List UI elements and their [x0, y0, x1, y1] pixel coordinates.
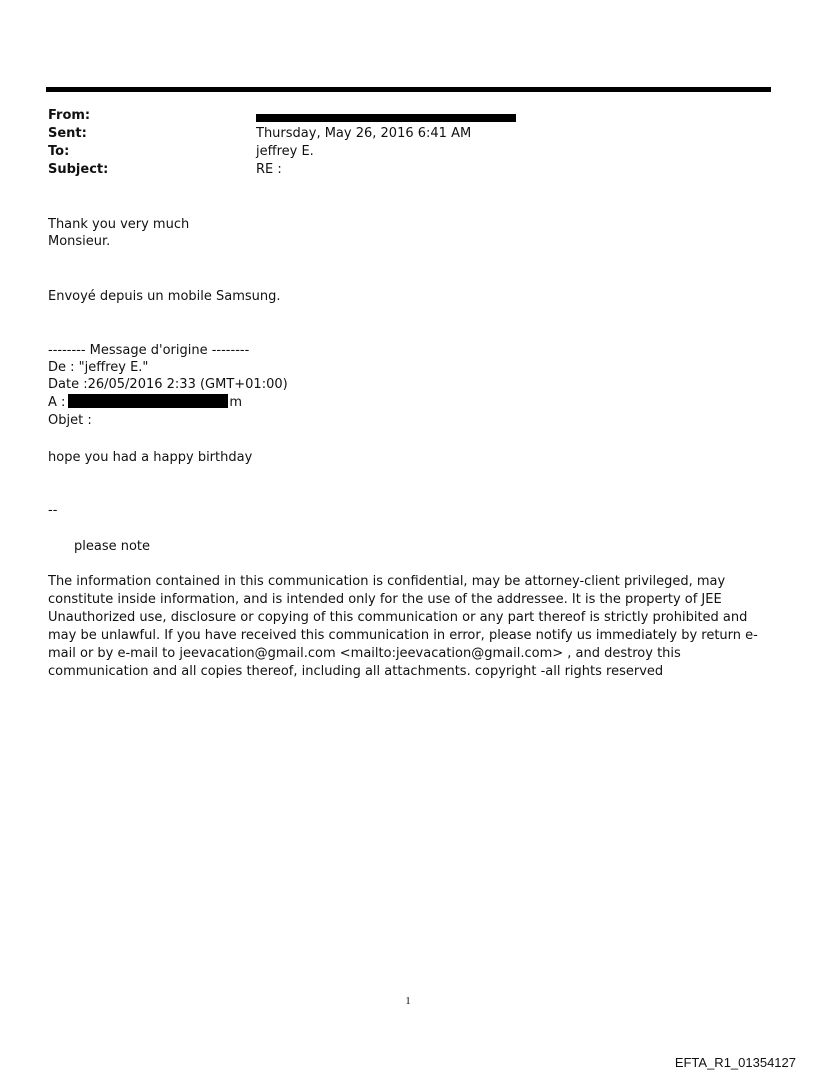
original-subject: Objet :: [48, 413, 92, 428]
subject-label: Subject:: [48, 162, 109, 177]
to-value: jeffrey E.: [256, 144, 314, 159]
sent-row: [48, 125, 748, 143]
to-row: [48, 143, 748, 161]
confidentiality-disclaimer: The information contained in this communication is confidential, may be attorney-client privileged, may constitute inside information, and is intended only for the use of the addressee. It is the property of JEE Unauthorized use, disclosure or copying of this communication or any part thereof is strictly prohibited and may be unlawful. If you have received this communication in error, please notify us immediately by return e-mail or by e-mail to jeevacation@gmail.com <mailto:jeevacation@gmail.com> , and destroy this communication and all copies thereof, including all attachments. copyright -all rights reserved: [48, 574, 758, 679]
header-divider: [46, 87, 771, 92]
original-message-divider: -------- Message d'origine --------: [48, 343, 250, 358]
reply-line-2: Monsieur.: [48, 234, 111, 249]
document-id: EFTA_R1_01354127: [674, 1055, 796, 1070]
original-body: hope you had a happy birthday: [48, 450, 253, 465]
original-to: [48, 394, 242, 411]
sent-value: Thursday, May 26, 2016 6:41 AM: [256, 126, 472, 141]
original-date: Date :26/05/2016 2:33 (GMT+01:00): [48, 377, 288, 392]
to-label: To:: [48, 144, 70, 159]
from-row: [48, 107, 748, 125]
from-label: From:: [48, 108, 91, 123]
original-from: De : "jeffrey E.": [48, 360, 149, 375]
sent-label: Sent:: [48, 126, 87, 141]
original-to-label: A :: [48, 395, 66, 410]
subject-row: [48, 161, 748, 179]
redacted-to-address: [68, 394, 228, 408]
page-number: 1: [405, 995, 411, 1007]
signature-separator: --: [48, 503, 58, 518]
reply-line-1: Thank you very much: [48, 217, 190, 232]
original-to-suffix: m: [229, 395, 243, 410]
from-value: [256, 107, 516, 125]
subject-value: RE :: [256, 162, 282, 177]
please-note: please note: [74, 539, 151, 554]
redacted-from-address: [256, 114, 516, 122]
mobile-signature: Envoyé depuis un mobile Samsung.: [48, 289, 281, 304]
